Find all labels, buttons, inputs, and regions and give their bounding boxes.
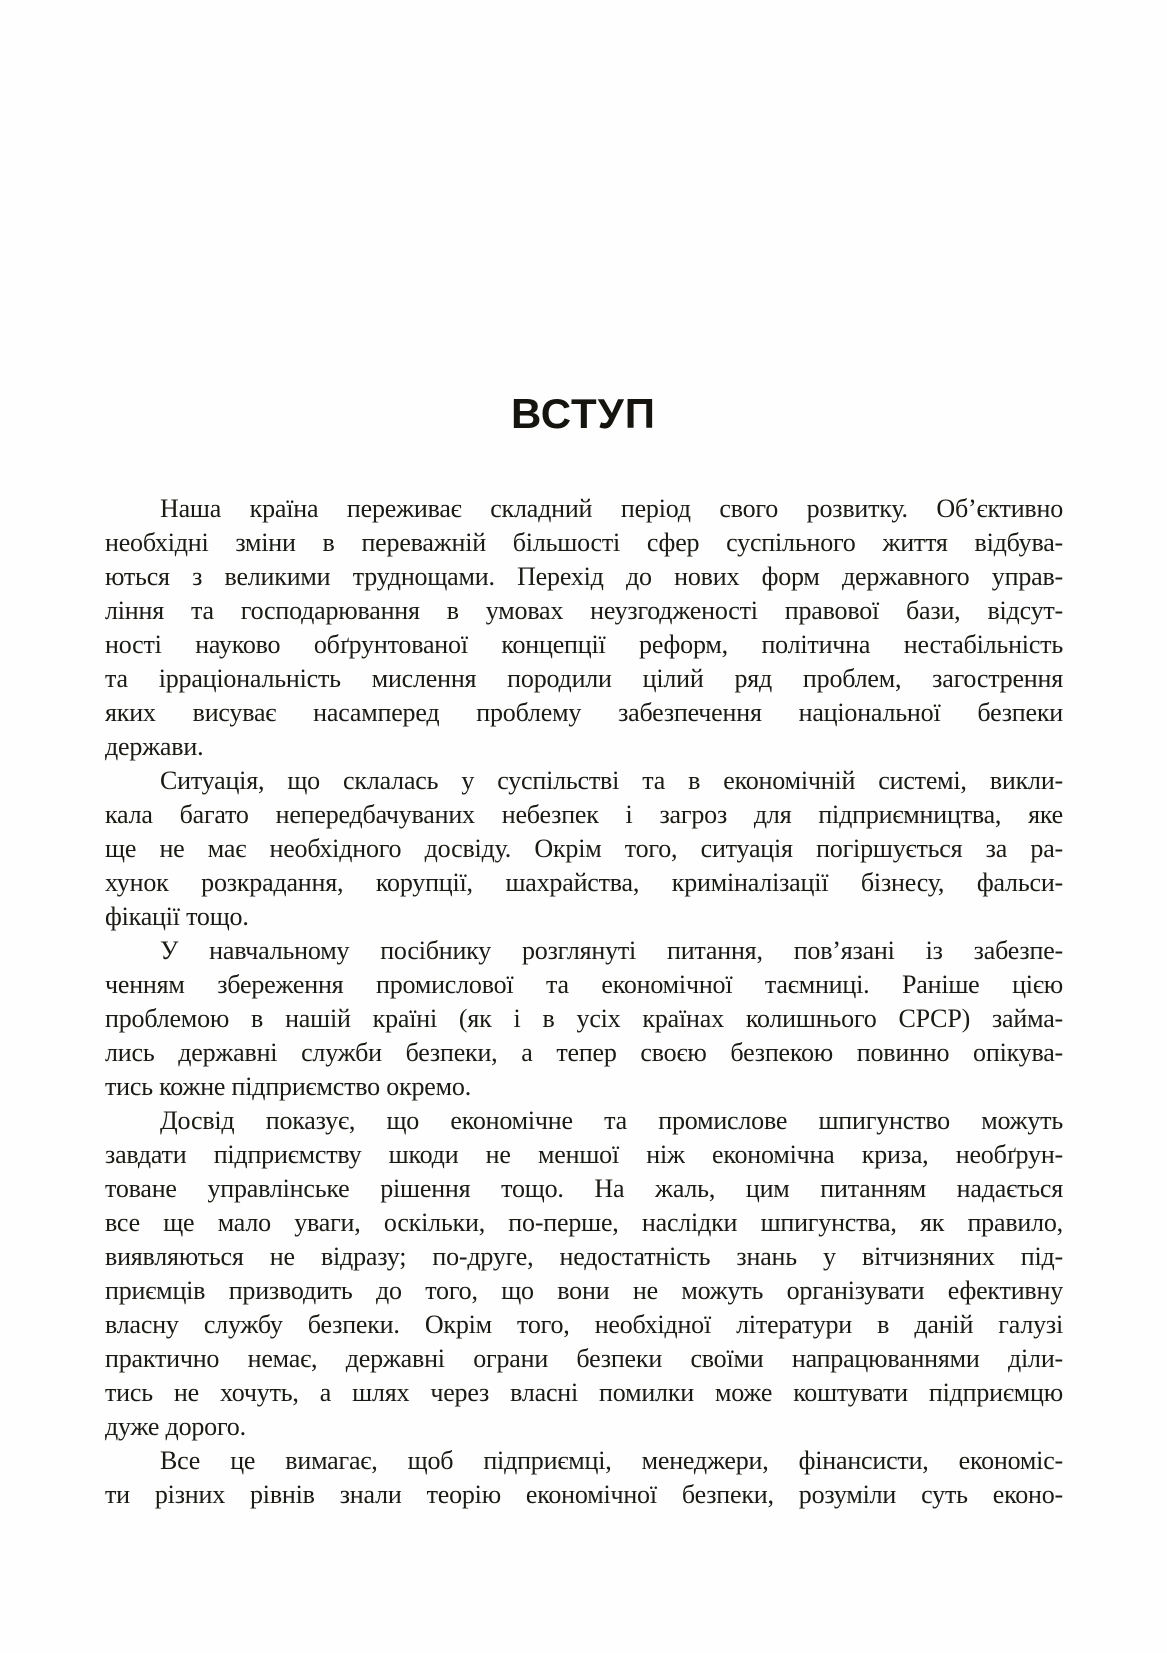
text-line: тись кожне підприємство окремо. <box>105 1072 471 1101</box>
text-line: ще не має необхідного досвіду. Окрім того, ситуація погіршується за ра- <box>105 834 1063 863</box>
text-line: лись державні служби безпеки, а тепер своєю безпекою повинно опікува- <box>105 1038 1063 1067</box>
paragraph <box>105 492 1063 764</box>
body-text <box>105 492 1063 1512</box>
paragraph <box>105 934 1063 1104</box>
text-line: ченням збереження промислової та економічної таємниці. Раніше цією <box>105 970 1063 999</box>
text-line: держави. <box>105 732 204 761</box>
text-line: товане управлінське рішення тощо. На жаль, цим питанням надається <box>105 1174 1063 1203</box>
text-line: У навчальному посібнику розглянуті питання, пов’язані із забезпе- <box>160 936 1063 965</box>
text-line: кала багато непередбачуваних небезпек і загроз для підприємництва, яке <box>105 800 1063 829</box>
text-line: хунок розкрадання, корупції, шахрайства, криміналізації бізнесу, фальси- <box>105 868 1063 897</box>
text-line: ються з великими труднощами. Перехід до нових форм державного управ- <box>105 562 1063 591</box>
text-line: практично немає, державні ограни безпеки своїми напрацюваннями діли- <box>105 1344 1063 1373</box>
text-line: завдати підприємству шкоди не меншої ніж економічна криза, необґрун- <box>105 1140 1063 1169</box>
text-line: фікації тощо. <box>105 902 249 931</box>
page-title: ВСТУП <box>511 390 656 437</box>
text-line: виявляються не відразу; по-друге, недостатність знань у вітчизняних під- <box>105 1242 1063 1271</box>
text-line: власну службу безпеки. Окрім того, необхідної літератури в даній галузі <box>105 1310 1063 1339</box>
text-line: Ситуація, що склалась у суспільстві та в економічній системі, викли- <box>160 766 1063 795</box>
text-line: яких висуває насамперед проблему забезпечення національної безпеки <box>105 698 1063 727</box>
text-line: Все це вимагає, щоб підприємці, менеджери, фінансисти, економіс- <box>160 1446 1063 1475</box>
paragraph <box>105 1104 1063 1444</box>
text-line: приємців призводить до того, що вони не можуть організувати ефективну <box>105 1276 1063 1305</box>
text-line: ти різних рівнів знали теорію економічної безпеки, розуміли суть еконо- <box>105 1480 1063 1509</box>
paragraph <box>105 1444 1063 1512</box>
text-line: необхідні зміни в переважній більшості сфер суспільного життя відбува- <box>105 528 1063 557</box>
text-line: все ще мало уваги, оскільки, по-перше, наслідки шпигунства, як правило, <box>105 1208 1063 1237</box>
text-line: Наша країна переживає складний період свого розвитку. Об’єктивно <box>160 494 1063 523</box>
text-line: дуже дорого. <box>105 1412 246 1441</box>
text-line: та ірраціональність мислення породили цілий ряд проблем, загострення <box>105 664 1063 693</box>
text-line: Досвід показує, що економічне та промислове шпигунство можуть <box>160 1106 1063 1135</box>
paragraph <box>105 764 1063 934</box>
text-line: ління та господарювання в умовах неузгодженості правової бази, відсут- <box>105 596 1063 625</box>
text-line: ності науково обґрунтованої концепції реформ, політична нестабільність <box>105 630 1063 659</box>
text-line: тись не хочуть, а шлях через власні помилки може коштувати підприємцю <box>105 1378 1063 1407</box>
text-line: проблемою в нашій країні (як і в усіх країнах колишнього СРСР) займа- <box>105 1004 1063 1033</box>
